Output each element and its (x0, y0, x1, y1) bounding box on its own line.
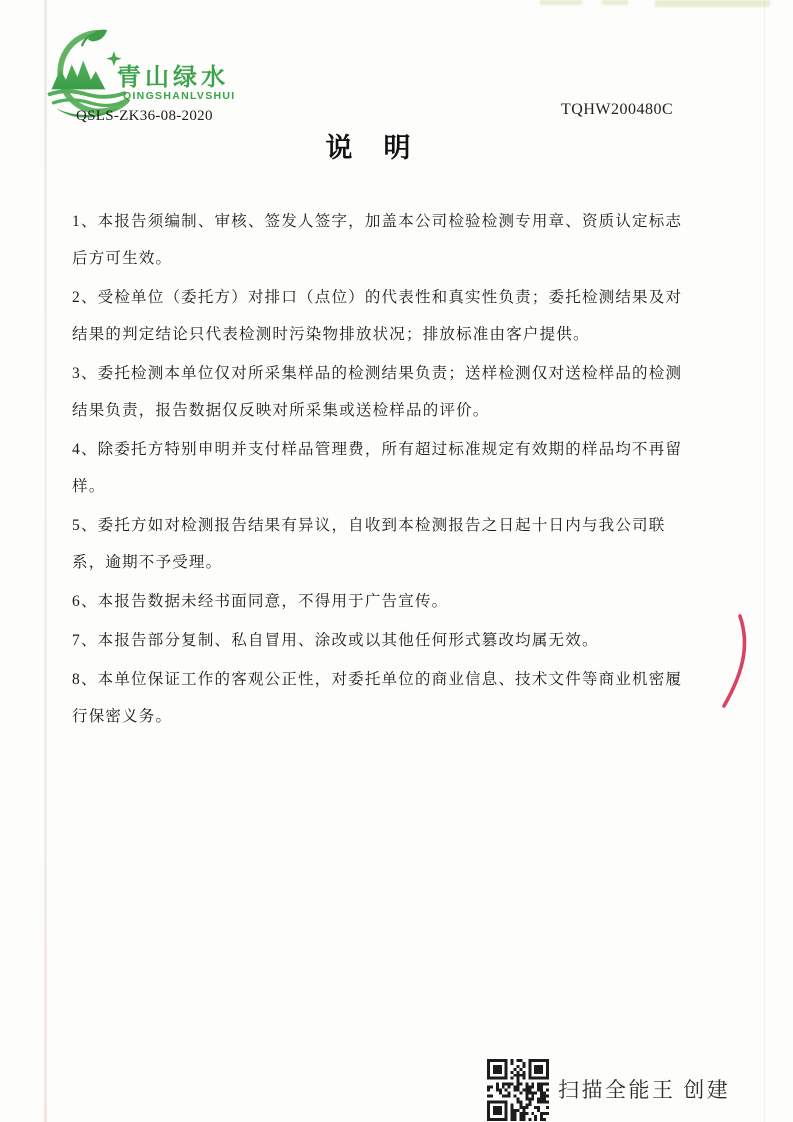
scan-crease-line (44, 0, 47, 1122)
logo-certificate-code: QSLS-ZK36-08-2020 (76, 108, 213, 124)
note-text: 本单位保证工作的客观公正性，对委托单位的商业信息、技术文件等商业机密履行保密义务。 (72, 671, 683, 725)
note-text: 本报告须编制、审核、签发人签字，加盖本公司检验检测专用章、资质认定标志后方可生效。 (72, 213, 683, 267)
note-text: 受检单位（委托方）对排口（点位）的代表性和真实性负责；委托检测结果及对结果的判定结论只代表检测时污染物排放状况；排放标准由客户提供。 (72, 289, 683, 343)
camscanner-label: 扫描全能王 创建 (558, 1078, 731, 1102)
note-item (72, 661, 696, 735)
note-number: 4、 (72, 441, 98, 458)
scan-artifact (540, 0, 582, 5)
logo-name: 青山绿水 (117, 65, 229, 91)
note-number: 5、 (72, 517, 98, 534)
note-item (72, 507, 696, 581)
scan-edge-shadow (764, 0, 765, 1122)
qr-code (487, 1059, 549, 1121)
note-text: 本报告部分复制、私自冒用、涂改或以其他任何形式篡改均属无效。 (97, 632, 599, 649)
note-number: 8、 (72, 671, 98, 688)
note-number: 1、 (72, 213, 98, 230)
note-item (72, 203, 696, 277)
red-pen-mark (714, 606, 758, 716)
notes-list (72, 203, 696, 737)
logo-subname: QINGSHANLVSHUI (123, 90, 236, 102)
note-item (72, 279, 696, 353)
note-number: 2、 (72, 289, 98, 306)
note-number: 3、 (72, 365, 98, 382)
scan-artifact (602, 0, 628, 5)
note-text: 委托方如对检测报告结果有异议，自收到本检测报告之日起十日内与我公司联系，逾期不予受理。 (72, 517, 666, 571)
scan-artifact (655, 0, 770, 7)
note-item (72, 431, 696, 505)
note-item (72, 583, 696, 620)
note-item (72, 355, 696, 429)
page-title: 说 明 (325, 133, 413, 163)
report-number: TQHW200480C (561, 101, 674, 118)
note-text: 委托检测本单位仅对所采集样品的检测结果负责；送样检测仅对送检样品的检测结果负责，报告数据仅反映对所采集或送检样品的评价。 (72, 365, 683, 419)
note-number: 7、 (72, 632, 98, 649)
note-item (72, 622, 696, 659)
note-number: 6、 (72, 593, 98, 610)
note-text: 除委托方特别申明并支付样品管理费，所有超过标准规定有效期的样品均不再留样。 (72, 441, 683, 495)
note-text: 本报告数据未经书面同意，不得用于广告宣传。 (97, 593, 449, 610)
